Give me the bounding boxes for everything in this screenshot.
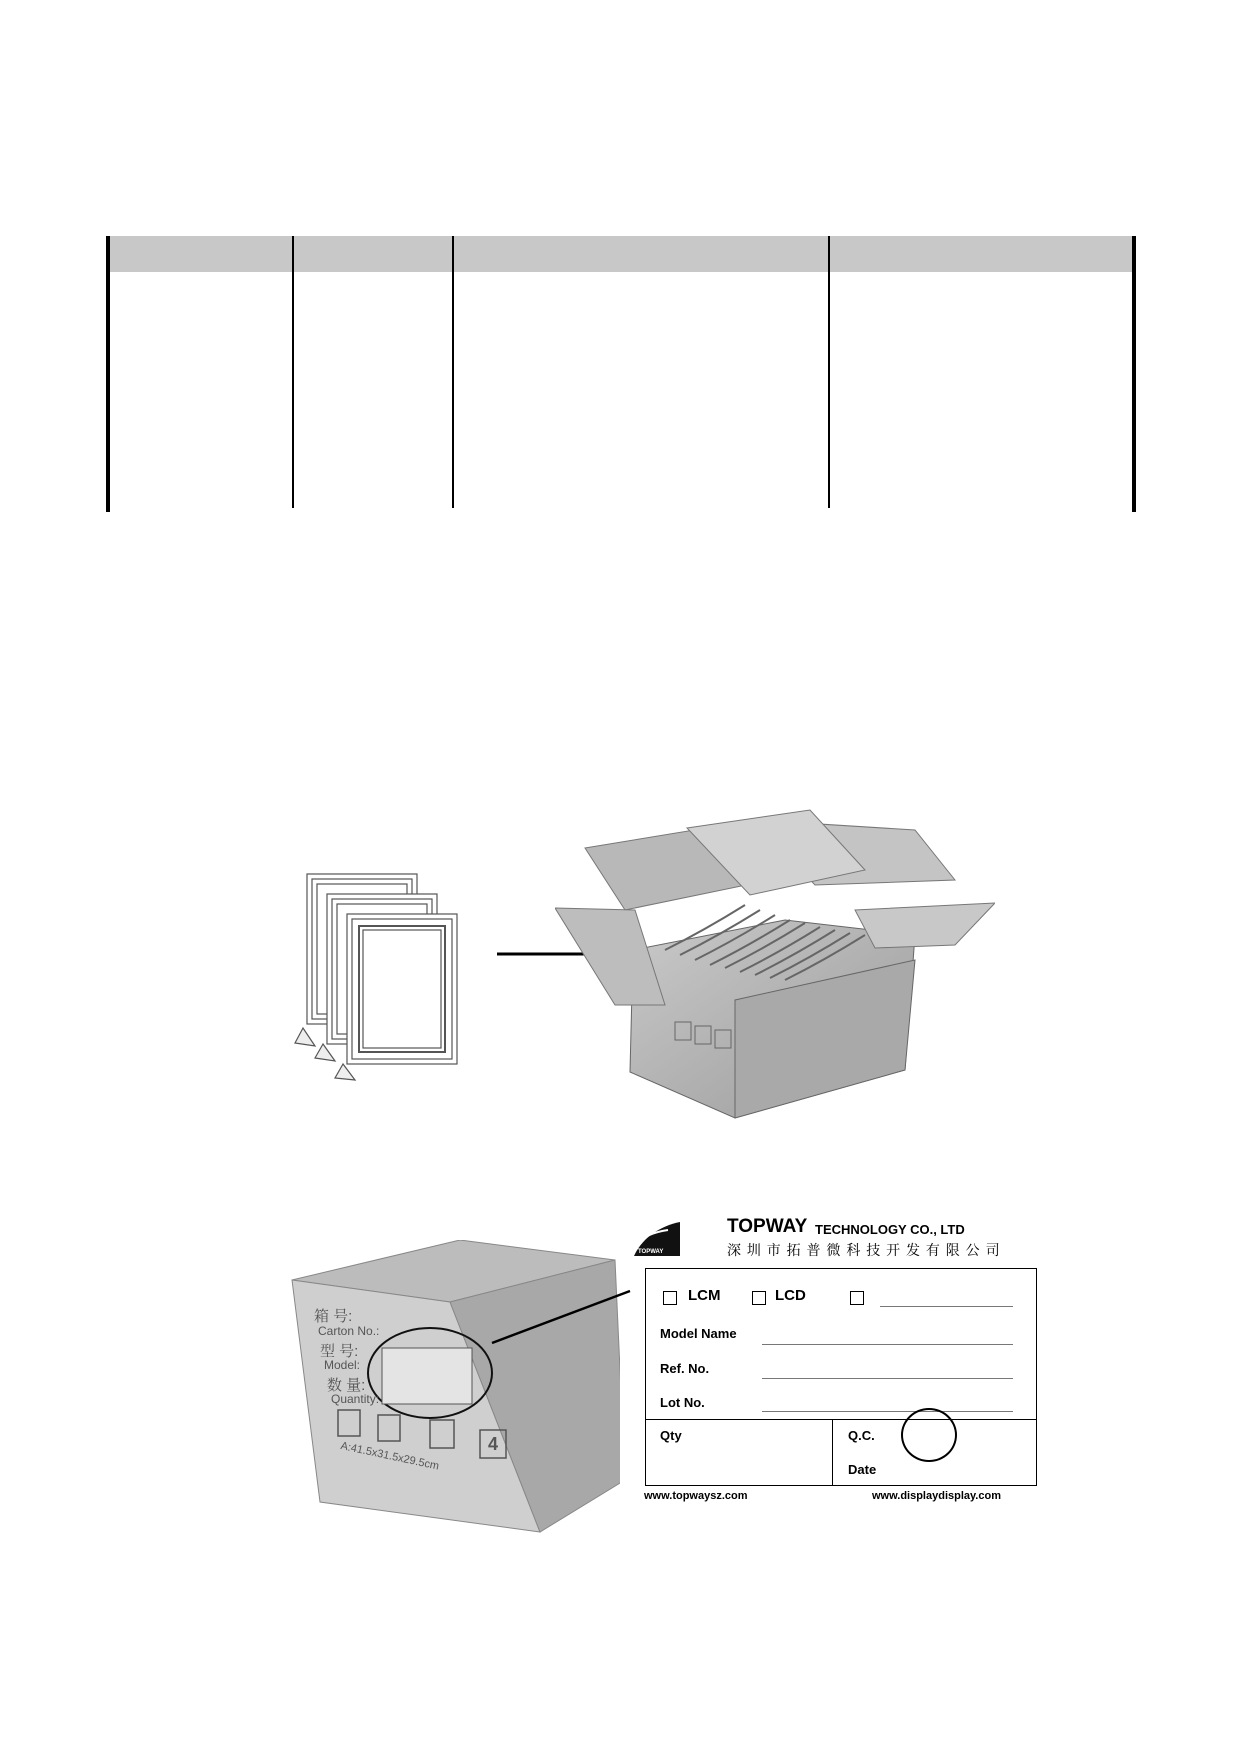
quantity-cn: 数 量: [327, 1377, 366, 1394]
table-right-border [1132, 236, 1136, 512]
lot-no-label: Lot No. [660, 1395, 705, 1410]
lcm-label: LCM [688, 1287, 721, 1304]
ref-no-line [762, 1378, 1013, 1379]
table-header-row [106, 236, 1136, 272]
ref-no-label: Ref. No. [660, 1361, 710, 1376]
company-name-cn: 深 圳 市 拓 普 微 科 技 开 发 有 限 公 司 [727, 1242, 1001, 1258]
url-right: www.displaydisplay.com [872, 1490, 1001, 1502]
carton-no-label: Carton No.: [318, 1324, 380, 1338]
open-carton-photo [555, 800, 995, 1125]
other-checkbox[interactable] [850, 1291, 864, 1305]
model-label: Model: [324, 1358, 361, 1372]
company-name: TOPWAY [727, 1216, 808, 1237]
lcm-checkbox[interactable] [663, 1291, 677, 1305]
qc-stamp-circle [901, 1408, 957, 1462]
other-field-line [880, 1306, 1013, 1307]
quantity-label: Quantity: [331, 1392, 380, 1406]
qc-label: Q.C. [848, 1428, 875, 1443]
carton-no-cn: 箱 号: [314, 1308, 353, 1325]
carton-label-thumbnail [382, 1348, 472, 1404]
leader-line [490, 1288, 640, 1348]
spec-table [106, 236, 1136, 512]
date-label: Date [848, 1462, 877, 1477]
table-column-divider [452, 236, 454, 508]
stack-limit-number: 4 [488, 1434, 499, 1454]
model-name-label: Model Name [660, 1326, 737, 1341]
model-cn: 型 号: [320, 1343, 359, 1360]
lcd-checkbox[interactable] [752, 1291, 766, 1305]
logo-text: TOPWAY [638, 1249, 664, 1255]
model-name-line [762, 1344, 1013, 1345]
url-left: www.topwaysz.com [644, 1490, 748, 1502]
lcd-label: LCD [775, 1287, 806, 1304]
lcm-modules-drawing [285, 868, 485, 1088]
carton-dimensions: A:41.5x31.5x29.5cm [339, 1440, 441, 1473]
company-suffix: TECHNOLOGY CO., LTD [815, 1222, 965, 1237]
lot-no-line [762, 1411, 1013, 1412]
table-left-border [106, 236, 110, 512]
table-column-divider [828, 236, 830, 508]
qty-label: Qty [660, 1428, 682, 1443]
table-column-divider [292, 236, 294, 508]
